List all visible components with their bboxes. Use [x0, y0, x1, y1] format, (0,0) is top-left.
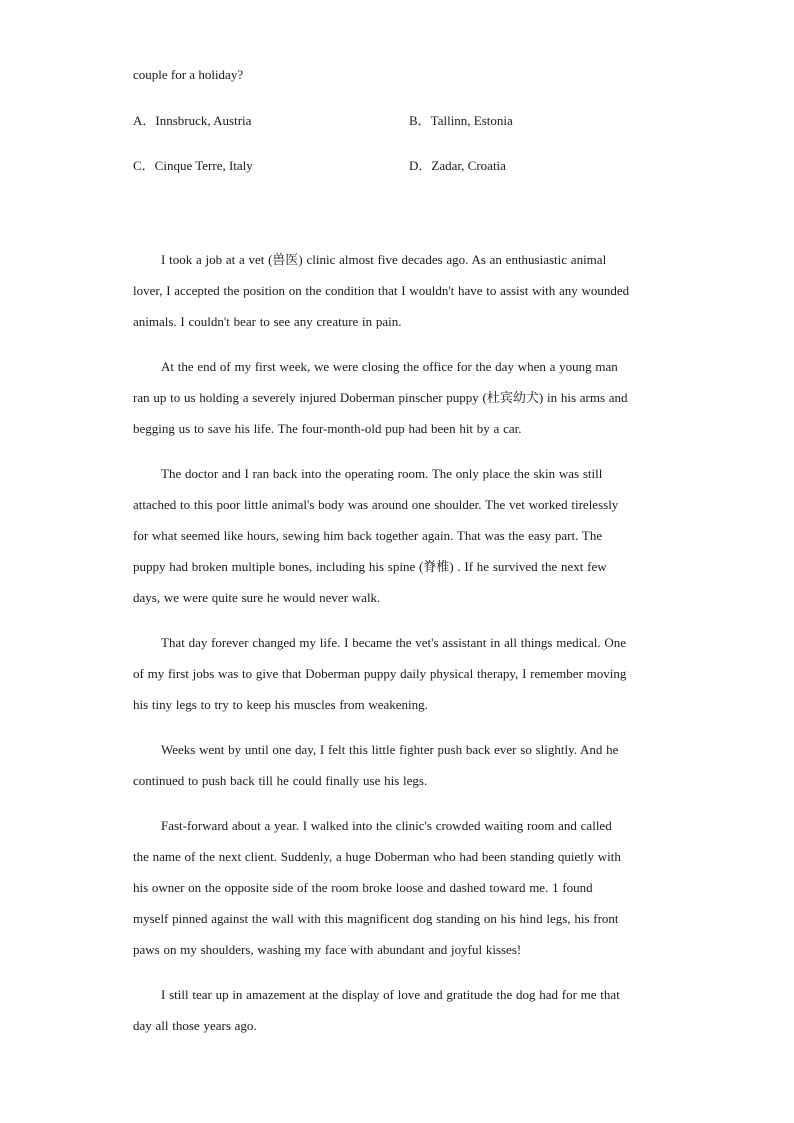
- paragraph-line: That day forever changed my life. I became the vet's assistant in all things medical. One: [161, 635, 627, 650]
- paragraph-line: his tiny legs to try to keep his muscles from weakening.: [133, 697, 428, 712]
- paragraph-line: attached to this poor little animal's body was around one shoulder. The vet worked tirelessly: [133, 497, 619, 512]
- paragraph-line: Fast-forward about a year. I walked into the clinic's crowded waiting room and called: [161, 818, 612, 833]
- paragraph-line: I still tear up in amazement at the display of love and gratitude the dog had for me that: [161, 987, 620, 1002]
- option-c: [133, 157, 253, 175]
- option-text: Innsbruck, Austria: [155, 113, 252, 128]
- paragraph-line: begging us to save his life. The four-month-old pup had been hit by a car.: [133, 421, 522, 436]
- answer-options: [133, 112, 693, 202]
- option-text: Zadar, Croatia: [431, 158, 506, 173]
- paragraph-line: continued to push back till he could finally use his legs.: [133, 773, 428, 788]
- option-a: [133, 112, 251, 130]
- option-letter: D．: [409, 158, 432, 173]
- option-b: [409, 112, 513, 130]
- paragraph-line: his owner on the opposite side of the room broke loose and dashed toward me. 1 found: [133, 880, 593, 895]
- paragraph-5: [133, 734, 663, 796]
- option-letter: C．: [133, 158, 155, 173]
- option-letter: A．: [133, 113, 156, 128]
- option-d: [409, 157, 506, 175]
- option-letter: B．: [409, 113, 431, 128]
- paragraph-3: [133, 458, 663, 613]
- question-stem-tail: couple for a holiday?: [133, 67, 244, 82]
- paragraph-4: [133, 627, 663, 720]
- option-text: Tallinn, Estonia: [430, 113, 513, 128]
- paragraph-line: for what seemed like hours, sewing him back together again. That was the easy part. The: [133, 528, 603, 543]
- paragraph-6: [133, 810, 663, 965]
- paragraph-line: day all those years ago.: [133, 1018, 257, 1033]
- paragraph-line: of my first jobs was to give that Doberman puppy daily physical therapy, I remember moving: [133, 666, 627, 681]
- paragraph-line: animals. I couldn't bear to see any creature in pain.: [133, 314, 402, 329]
- reading-passage: [133, 244, 663, 1055]
- paragraph-2: [133, 351, 663, 444]
- paragraph-1: [133, 244, 663, 337]
- paragraph-line: lover, I accepted the position on the condition that I wouldn't have to assist with any wounded: [133, 283, 630, 298]
- option-text: Cinque Terre, Italy: [154, 158, 253, 173]
- paragraph-line: I took a job at a vet (兽医) clinic almost five decades ago. As an enthusiastic animal: [161, 252, 607, 267]
- paragraph-line: puppy had broken multiple bones, including his spine (脊椎) . If he survived the next few: [133, 559, 607, 574]
- paragraph-line: the name of the next client. Suddenly, a huge Doberman who had been standing quietly with: [133, 849, 621, 864]
- paragraph-line: Weeks went by until one day, I felt this little fighter push back ever so slightly. And he: [161, 742, 619, 757]
- option-row-2: [133, 157, 693, 202]
- paragraph-line: The doctor and I ran back into the operating room. The only place the skin was still: [161, 466, 603, 481]
- option-row-1: [133, 112, 693, 157]
- paragraph-line: paws on my shoulders, washing my face with abundant and joyful kisses!: [133, 942, 522, 957]
- paragraph-line: At the end of my first week, we were closing the office for the day when a young man: [161, 359, 618, 374]
- paragraph-line: days, we were quite sure he would never walk.: [133, 590, 381, 605]
- paragraph-line: ran up to us holding a severely injured Doberman pinscher puppy (杜宾幼犬) in his arms and: [133, 390, 628, 405]
- paragraph-7: [133, 979, 663, 1041]
- paragraph-line: myself pinned against the wall with this magnificent dog standing on his hind legs, his front: [133, 911, 619, 926]
